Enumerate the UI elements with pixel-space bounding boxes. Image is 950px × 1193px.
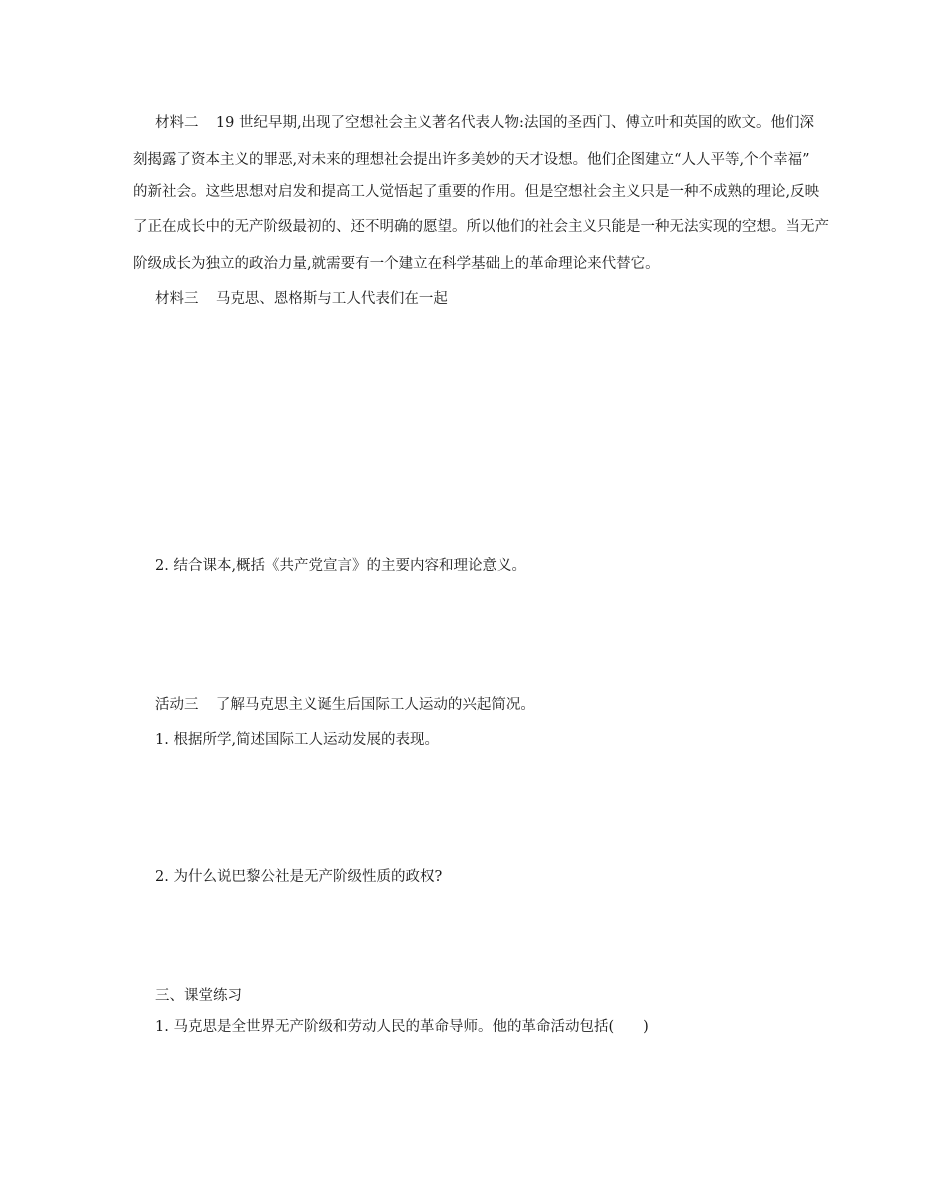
material2-line-2: 刻揭露了资本主义的罪恶,对未来的理想社会提出许多美妙的天才设想。他们企图建立“人人平等,个个幸福” xyxy=(133,152,810,168)
activity3-heading xyxy=(155,693,535,714)
question-2-manifesto: 2. 结合课本,概括《共产党宣言》的主要内容和理论意义。 xyxy=(155,558,527,574)
activity3-label: 活动三 xyxy=(155,697,199,713)
section-3-title: 三、课堂练习 xyxy=(155,988,242,1004)
material2-line-4: 了正在成长中的无产阶级最初的、还不明确的愿望。所以他们的社会主义只能是一种无法实现的空想。当无产 xyxy=(133,219,829,235)
material2-label: 材料二 xyxy=(155,115,199,131)
exercise-1: 1. 马克思是全世界无产阶级和劳动人民的革命导师。他的革命活动包括( ) xyxy=(155,1019,649,1035)
material3-caption xyxy=(155,287,448,308)
material3-text: 马克思、恩格斯与工人代表们在一起 xyxy=(215,291,448,307)
question-2-paris-commune: 2. 为什么说巴黎公社是无产阶级性质的政权? xyxy=(155,869,443,885)
material2-text-line-1: 19 世纪早期,出现了空想社会主义著名代表人物:法国的圣西门、傅立叶和英国的欧文。他们深 xyxy=(215,115,814,131)
question-1-workers-movement: 1. 根据所学,简述国际工人运动发展的表现。 xyxy=(155,732,440,748)
material2-line-1 xyxy=(155,111,814,132)
material2-line-3: 的新社会。这些思想对启发和提高工人觉悟起了重要的作用。但是空想社会主义只是一种不成熟的理论,反映 xyxy=(133,184,820,200)
activity3-text: 了解马克思主义诞生后国际工人运动的兴起简况。 xyxy=(215,697,535,713)
material2-line-5: 阶级成长为独立的政治力量,就需要有一个建立在科学基础上的革命理论来代替它。 xyxy=(133,256,660,272)
material3-label: 材料三 xyxy=(155,291,199,307)
